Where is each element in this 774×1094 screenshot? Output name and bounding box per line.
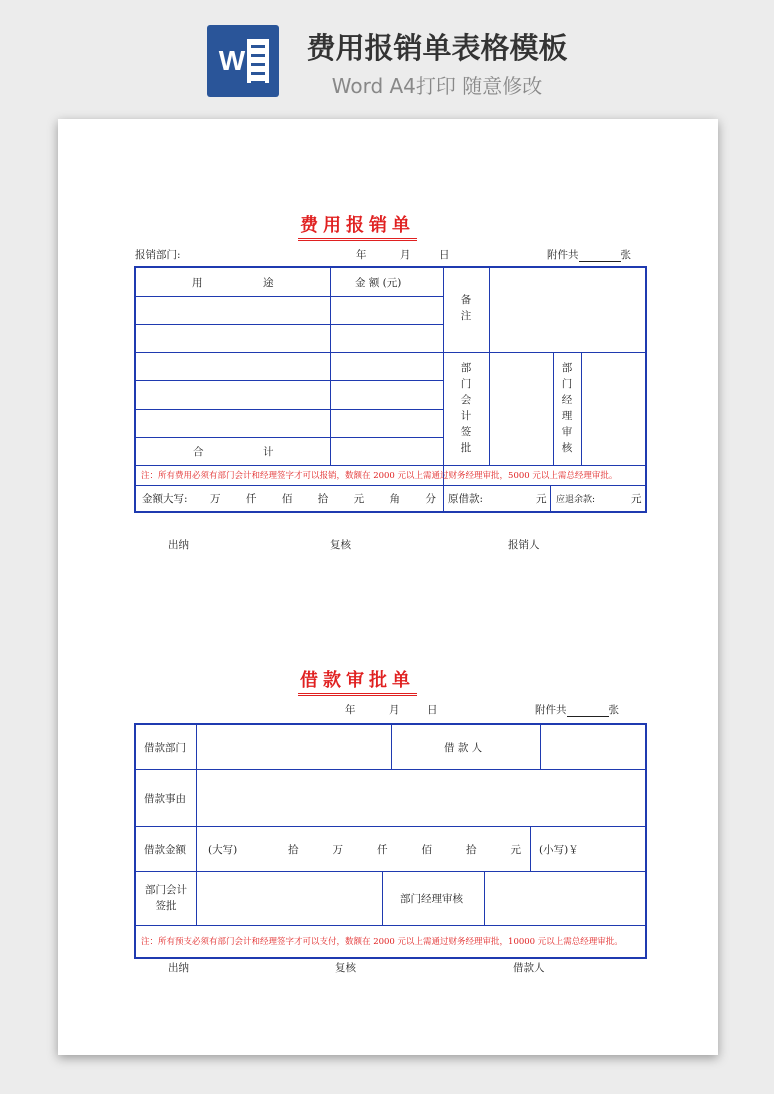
attach-suffix: 张 [608,704,619,716]
grid-line [382,871,383,925]
remarks-char: 备 [460,294,472,306]
expense-attachments [547,247,631,262]
unit-label: 角 [389,493,401,505]
attach-count-blank[interactable] [579,251,621,262]
loan-table [134,723,647,959]
loan-amount-label: 借款金额 [144,844,186,856]
col-purpose-char1: 用 [192,277,203,289]
label-char: 审 [561,426,573,438]
label-char: 部 [561,362,573,374]
original-loan-unit: 元 [536,493,547,505]
page-subtitle: Word A4打印 随意修改 [331,74,543,98]
loan-units-row [288,842,521,857]
amount-units-row [210,491,436,506]
expense-date-day: 日 [439,249,450,261]
expense-form-title: 费用报销单 [298,211,417,241]
loan-reason-label: 借款事由 [144,793,186,805]
attach-count-blank[interactable] [567,706,609,717]
expense-table [134,266,647,513]
grid-line [136,485,647,486]
unit-label: 仟 [377,844,388,856]
loan-signer-borrower: 借款人 [513,962,545,974]
label-char: 门 [460,378,472,390]
amount-input-5[interactable] [331,410,443,437]
grid-line [136,826,647,827]
grid-line [550,485,551,513]
col-amount-header: 金 额 (元) [355,277,402,289]
amount-input-3[interactable] [331,353,443,380]
unit-label: 拾 [466,844,477,856]
unit-label: 拾 [317,493,329,505]
expense-note: 注：所有费用必须有部门会计和经理签字才可以报销，数额在 2000 元以上需通过财务经理审批，5000 元以上需总经理审批。 [141,471,618,481]
label-char: 批 [460,442,472,454]
loan-acct-label [136,882,196,914]
loan-note: 注：所有预支必须有部门会计和经理签字才可以支付，数额在 2000 元以上需通过财务经理审批，10000 元以上需总经理审批。 [141,937,623,947]
label-char: 经 [561,394,573,406]
label-char: 理 [561,410,573,422]
label-char: 门 [561,378,573,390]
expense-date-month: 月 [400,249,411,261]
unit-label: 万 [332,844,343,856]
amount-lower-label: (小写)￥ [539,844,579,856]
col-purpose-char2: 途 [263,277,274,289]
total-char1: 合 [193,446,204,458]
purpose-input-2[interactable] [136,325,330,352]
purpose-input-1[interactable] [136,297,330,324]
expense-signer-cashier: 出纳 [168,539,189,551]
purpose-input-3[interactable] [136,353,330,380]
attach-prefix: 附件共 [535,704,567,716]
unit-label: 元 [510,844,521,856]
purpose-input-5[interactable] [136,410,330,437]
loan-acct-sign-area[interactable] [197,872,382,925]
label-char: 计 [460,410,472,422]
expense-signer-reviewer: 复核 [330,539,351,551]
loan-date-day: 日 [427,704,438,716]
loan-dept-input[interactable] [197,725,391,769]
remarks-label [459,292,473,324]
loan-signer-cashier: 出纳 [168,962,189,974]
accountant-label [459,360,473,456]
manager-sign-area[interactable] [582,353,647,465]
icon-lines [247,39,269,83]
borrower-input[interactable] [541,725,647,769]
loan-dept-label: 借款部门 [144,742,186,754]
refund-label: 应退余款: [556,495,596,505]
loan-date-month: 月 [389,704,400,716]
label-char: 核 [561,442,573,454]
label-char: 会 [460,394,472,406]
unit-label: 拾 [288,844,299,856]
expense-date-year: 年 [356,249,367,261]
purpose-input-4[interactable] [136,381,330,409]
loan-signer-reviewer: 复核 [335,962,356,974]
accountant-sign-area[interactable] [490,353,553,465]
manager-label [560,360,574,456]
grid-line [136,925,647,926]
page-title: 费用报销单表格模板 [306,31,568,65]
expense-dept-label: 报销部门: [135,249,181,261]
attach-prefix: 附件共 [547,249,579,261]
grid-line [136,465,647,466]
amount-lower-input[interactable] [591,827,647,871]
unit-label: 分 [425,493,436,505]
unit-label: 佰 [281,493,293,505]
borrower-label: 借 款 人 [444,742,483,754]
loan-mgr-sign-area[interactable] [485,872,647,925]
refund-unit: 元 [631,493,642,505]
amount-input-1[interactable] [331,297,443,324]
loan-reason-input[interactable] [197,770,647,826]
loan-form-title: 借款审批单 [298,666,417,696]
unit-label: 元 [353,493,365,505]
total-char2: 计 [263,446,274,458]
expense-signer-claimant: 报销人 [508,539,540,551]
loan-mgr-label: 部门经理审核 [400,893,463,905]
amount-upper-label: (大写) [208,844,238,856]
total-amount-input[interactable] [331,438,443,465]
remarks-input[interactable] [490,268,647,352]
remarks-char: 注 [460,310,472,322]
amount-input-4[interactable] [331,381,443,409]
attach-suffix: 张 [620,249,631,261]
grid-line [530,826,531,871]
original-loan-label: 原借款: [448,493,484,505]
unit-label: 仟 [245,493,257,505]
document-page [58,119,718,1055]
loan-date-year: 年 [345,704,356,716]
icon-letter: W [218,45,246,76]
grid-line [553,352,554,465]
unit-label: 佰 [421,844,432,856]
amount-words-label: 金额大写: [142,493,188,505]
word-document-icon [207,25,279,97]
amount-input-2[interactable] [331,325,443,352]
label-line: 部门会计 [145,884,187,896]
label-char: 部 [460,362,472,374]
unit-label: 万 [210,493,221,505]
loan-attachments [535,702,619,717]
label-line: 签批 [155,900,177,912]
grid-line [391,725,392,769]
label-char: 签 [460,426,472,438]
